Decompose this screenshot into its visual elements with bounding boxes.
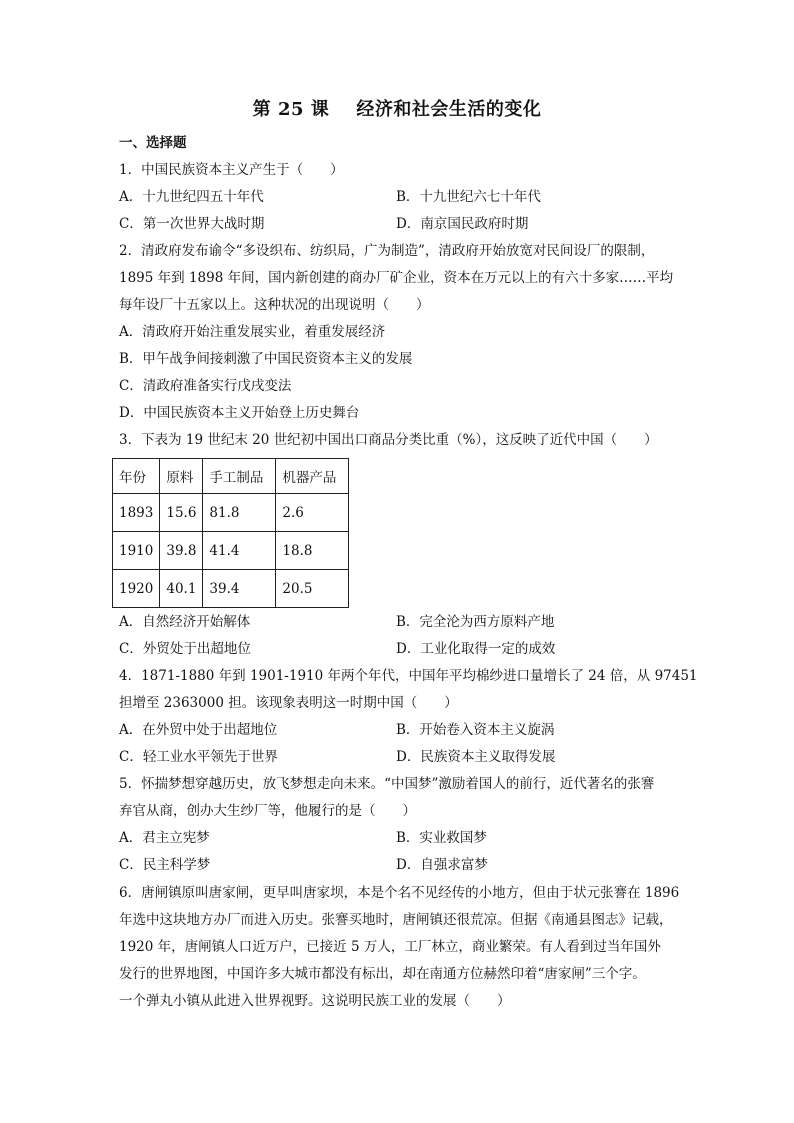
question-3-option-d: D．工业化取得一定的成效 — [396, 641, 556, 657]
table-row — [113, 494, 349, 532]
table-cell: 18.8 — [276, 532, 349, 570]
table-header-cell: 机器产品 — [276, 459, 349, 494]
question-2-option-a: A．清政府开始注重发展实业，着重发展经济 — [119, 324, 386, 340]
question-3-option-c: C．外贸处于出超地位 — [119, 641, 251, 657]
question-1-option-c: C．第一次世界大战时期 — [119, 216, 265, 232]
table-cell: 20.5 — [276, 570, 349, 608]
question-2-stem-line-2: 1895 年到 1898 年间，国内新创建的商办厂矿企业，资本在万元以上的有六十多家……平均 — [119, 270, 674, 286]
table-row — [113, 570, 349, 608]
table-cell: 1893 — [113, 494, 160, 532]
table-header-row — [113, 459, 349, 494]
table-header-cell: 年份 — [113, 459, 160, 494]
question-6-stem-line-2: 年选中这块地方办厂而进入历史。张謇买地时，唐闸镇还很荒凉。但据《南通县图志》记载， — [119, 912, 673, 928]
table-cell: 1910 — [113, 532, 160, 570]
question-3-option-b: B．完全沦为西方原料产地 — [396, 614, 555, 630]
table-cell: 39.4 — [203, 570, 276, 608]
question-4-option-b: B．开始卷入资本主义旋涡 — [396, 722, 555, 738]
question-3-stem: 3．下表为 19 世纪末 20 世纪初中国出口商品分类比重（%），这反映了近代中国（ ） — [119, 432, 658, 448]
question-5-stem-line-2: 弃官从商，创办大生纱厂等，他履行的是（ ） — [119, 803, 416, 819]
section-heading: 一、选择题 — [119, 135, 187, 151]
question-6-stem-line-5: 一个弹丸小镇从此进入世界视野。这说明民族工业的发展（ ） — [119, 993, 511, 1009]
table-header-cell: 手工制品 — [203, 459, 276, 494]
question-4-stem-line-2: 担增至 2363000 担。该现象表明这一时期中国（ ） — [119, 695, 458, 711]
question-3-option-a: A．自然经济开始解体 — [119, 614, 251, 630]
table-cell: 41.4 — [203, 532, 276, 570]
question-6-stem-line-4: 发行的世界地图，中国许多大城市都没有标出，却在南通方位赫然印着“唐家闸”三个字。 — [119, 966, 646, 982]
question-4-option-c: C．轻工业水平领先于世界 — [119, 749, 278, 765]
question-6-stem-line-1: 6．唐闸镇原叫唐家闸，更早叫唐家坝，本是个名不见经传的小地方，但由于状元张謇在 1896 — [119, 885, 680, 901]
table-header-cell: 原料 — [160, 459, 203, 494]
question-2-stem-line-3: 每年设厂十五家以上。这种状况的出现说明（ ） — [119, 297, 430, 313]
table-cell: 2.6 — [276, 494, 349, 532]
question-5-option-d: D．自强求富梦 — [396, 857, 488, 873]
question-5-option-b: B．实业救国梦 — [396, 830, 487, 846]
table-cell: 1920 — [113, 570, 160, 608]
question-4-option-a: A．在外贸中处于出超地位 — [119, 722, 278, 738]
question-1-option-a: A．十九世纪四五十年代 — [119, 189, 264, 205]
question-5-stem-line-1: 5．怀揣梦想穿越历史，放飞梦想走向未来。“中国梦”激励着国人的前行，近代著名的张謇 — [119, 776, 655, 792]
table-cell: 39.8 — [160, 532, 203, 570]
table-cell: 15.6 — [160, 494, 203, 532]
question-6-stem-line-3: 1920 年，唐闸镇人口近万户，已接近 5 万人，工厂林立，商业繁荣。有人看到过当年国外 — [119, 939, 661, 955]
table-cell: 40.1 — [160, 570, 203, 608]
question-2-option-c: C．清政府准备实行戊戌变法 — [119, 378, 292, 394]
question-4-option-d: D．民族资本主义取得发展 — [396, 749, 556, 765]
question-5-option-a: A．君主立宪梦 — [119, 830, 210, 846]
question-1-option-d: D．南京国民政府时期 — [396, 216, 529, 232]
question-2-stem-line-1: 2．清政府发布谕令“多设织布、纺织局，广为制造”，清政府开始放宽对民间设厂的限制， — [119, 243, 655, 259]
question-4-stem-line-1: 4．1871-1880 年到 1901-1910 年两个年代，中国年平均棉纱进口量增长了 24 倍，从 97451 — [119, 668, 698, 684]
question-1-stem: 1．中国民族资本主义产生于（ ） — [119, 162, 344, 178]
question-2-option-b: B．甲午战争间接刺激了中国民资资本主义的发展 — [119, 351, 413, 367]
question-5-option-c: C．民主科学梦 — [119, 857, 211, 873]
question-1-option-b: B．十九世纪六七十年代 — [396, 189, 541, 205]
table-cell: 81.8 — [203, 494, 276, 532]
question-2-option-d: D．中国民族资本主义开始登上历史舞台 — [119, 405, 360, 421]
export-ratio-table — [112, 458, 349, 608]
table-row — [113, 532, 349, 570]
page-title: 第 25 课 经济和社会生活的变化 — [252, 99, 542, 120]
